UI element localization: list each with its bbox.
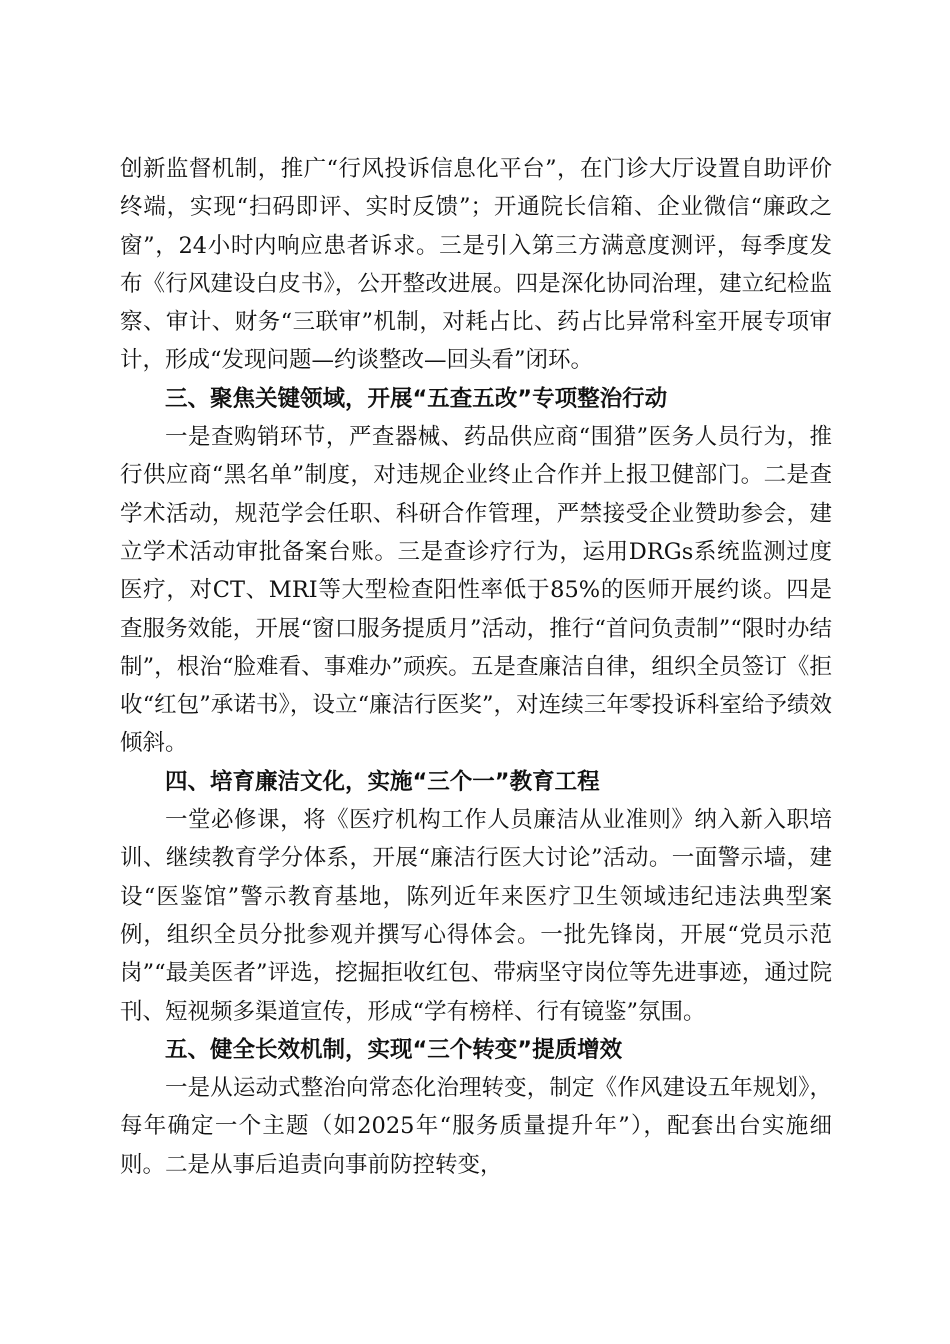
section-heading-four: 四、培育廉洁文化，实施“三个一”教育工程 xyxy=(165,768,600,795)
paragraph-integrity-education: 一堂必修课，将《医疗机构工作人员廉洁从业准则》纳入新入职培训、继续教育学分体系，开展“廉洁行医大讨论”活动。一面警示墙，建设“医鉴馆”警示教育基地，陈列近年来医疗卫生领域违纪违法典型案例，组织全员分批参观并撰写心得体会。一批先锋岗，开展“党员示范岗”“最美医者”评选，挖掘拒收红包、带病坚守岗位等先进事迹，通过院刊、短视频多渠道宣传，形成“学有榜样、行有镜鉴”氛围。 xyxy=(120,807,832,1025)
paragraph-five-checks: 一是查购销环节，严查器械、药品供应商“围猎”医务人员行为，推行供应商“黑名单”制度，对违规企业终止合作并上报卫健部门。二是查学术活动，规范学会任职、科研合作管理，严禁接受企业赞助参会，建立学术活动审批备案台账。三是查诊疗行为，运用DRGs系统监测过度医疗，对CT、MRI等大型检查阳性率低于85%的医师开展约谈。四是查服务效能，开展“窗口服务提质月”活动，推行“首问负责制”“限时办结制”，根治“脸难看、事难办”顽疾。五是查廉洁自律，组织全员签订《拒收“红包”承诺书》，设立“廉洁行医奖”，对连续三年零投诉科室给予绩效倾斜。 xyxy=(120,424,832,757)
document-body xyxy=(120,150,832,1184)
section-heading-three: 三、聚焦关键领域，开展“五查五改”专项整治行动 xyxy=(165,385,668,412)
paragraph-supervision-mechanism: 创新监督机制，推广“行风投诉信息化平台”，在门诊大厅设置自助评价终端，实现“扫码即评、实时反馈”；开通院长信箱、企业微信“廉政之窗”，24小时内响应患者诉求。三是引入第三方满意度测评，每季度发布《行风建设白皮书》，公开整改进展。四是深化协同治理，建立纪检监察、审计、财务“三联审”机制，对耗占比、药占比异常科室开展专项审计，形成“发现问题—约谈整改—回头看”闭环。 xyxy=(120,156,832,374)
section-heading-five: 五、健全长效机制，实现“三个转变”提质增效 xyxy=(165,1036,623,1063)
paragraph-long-term-mechanism: 一是从运动式整治向常态化治理转变，制定《作风建设五年规划》，每年确定一个主题（如2025年“服务质量提升年”），配套出台实施细则。二是从事后追责向事前防控转变， xyxy=(120,1075,832,1178)
